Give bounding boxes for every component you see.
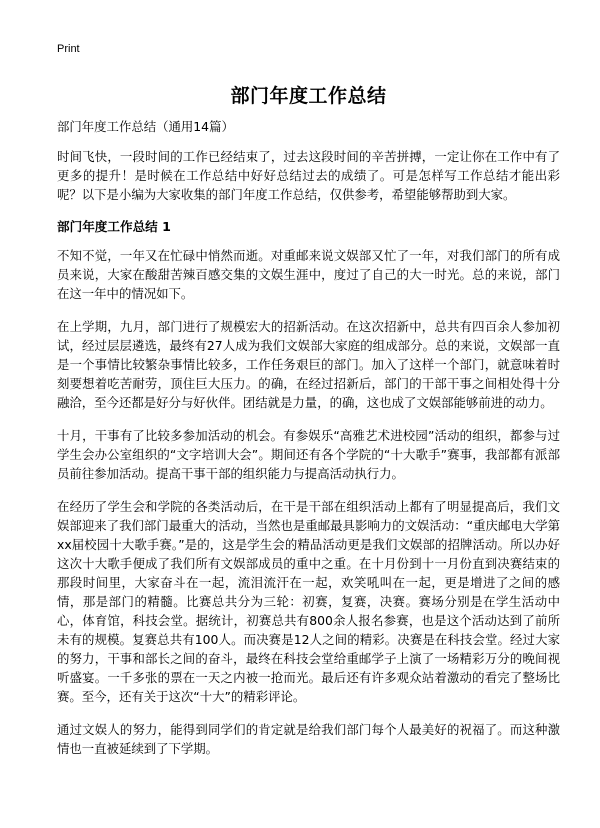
print-link[interactable]: Print [57, 43, 80, 55]
body-paragraph-3: 十月，干事有了比较多参加活动的机会。有参娱乐“高雅艺术进校园”活动的组织，都参与过学生会办公室组织的“文字培训大会”。期间还有各个学院的“十大歌手”赛事，我部都有派部员前往参加活动。提高干事干部的组织能力与提高活动执行力。 [57, 428, 560, 481]
intro-paragraph: 时间飞快，一段时间的工作已经结束了，过去这段时间的辛苦拼搏，一定让你在工作中有了更多的提升！是时候在工作总结中好好总结过去的成绩了。可是怎样写工作总结才能出彩呢？以下是小编为大家收集的部门年度工作总结，仅供参考，希望能够帮助到大家。 [57, 149, 560, 202]
body-paragraph-1: 不知不觉，一年又在忙碌中悄然而逝。对重邮来说文娱部又忙了一年，对我们部门的所有成员来说，大家在酸甜苦辣百感交集的文娱生涯中，度过了自己的大一时光。总的来说，部门在这一年中的情况如下。 [57, 248, 560, 301]
document-subtitle: 部门年度工作总结（通用14篇） [57, 119, 234, 134]
section-heading: 部门年度工作总结 1 [57, 219, 171, 234]
body-paragraph-4: 在经历了学生会和学院的各类活动后，在干是干部在组织活动上都有了明显提高后，我们文娱部迎来了我们部门最重大的活动，当然也是重邮最具影响力的文娱活动：“重庆邮电大学第xx届校园十大歌手赛。”是的，这是学生会的精品活动更是我们文娱部的招牌活动。所以办好这次十大歌手便成了我们所有文娱部成员的重中之重。在十月份到十一月份直到决赛结束的那段时间里，大家奋斗在一起，流泪流汗在一起，欢笑吼叫在一起，更是增进了之间的感情，那是部门的精髓。比赛总共分为三轮：初赛，复赛，决赛。赛场分别是在学生活动中心，体育馆，科技会堂。据统计，初赛总共有800余人报名参赛，也是这个活动达到了前所未有的规模。复赛总共有100人。而决赛是12人之间的精彩。决赛是在科技会堂。经过大家的努力，干事和部长之间的奋斗，最终在科技会堂给重邮学子上演了一场精彩万分的晚间视听盛宴。一千多张的票在一天之内被一抢而光。最后还有许多观众站着激动的看完了整场比赛。至今，还有关于这次“十大”的精彩评论。 [57, 499, 560, 704]
body-paragraph-5: 通过文娱人的努力，能得到同学们的肯定就是给我们部门每个人最美好的祝福了。而这种激情也一直被延续到了下学期。 [57, 722, 560, 756]
body-paragraph-2: 在上学期，九月，部门进行了规模宏大的招新活动。在这次招新中，总共有四百余人参加初试，经过层层遴选，最终有27人成为我们文娱部大家庭的组成部分。总的来说，文娱部一直是一个事情比较繁杂事情比较多，工作任务艰巨的部门。加入了这样一个部门，就意味着时刻要想着吃苦耐劳，顶住巨大压力。的确，在经过招新后，部门的干部干事之间相处得十分融洽，至今还都是好分与好伙伴。团结就是力量，的确，这也成了文娱部能够前进的动力。 [57, 319, 560, 410]
page-title: 部门年度工作总结 [230, 85, 387, 107]
